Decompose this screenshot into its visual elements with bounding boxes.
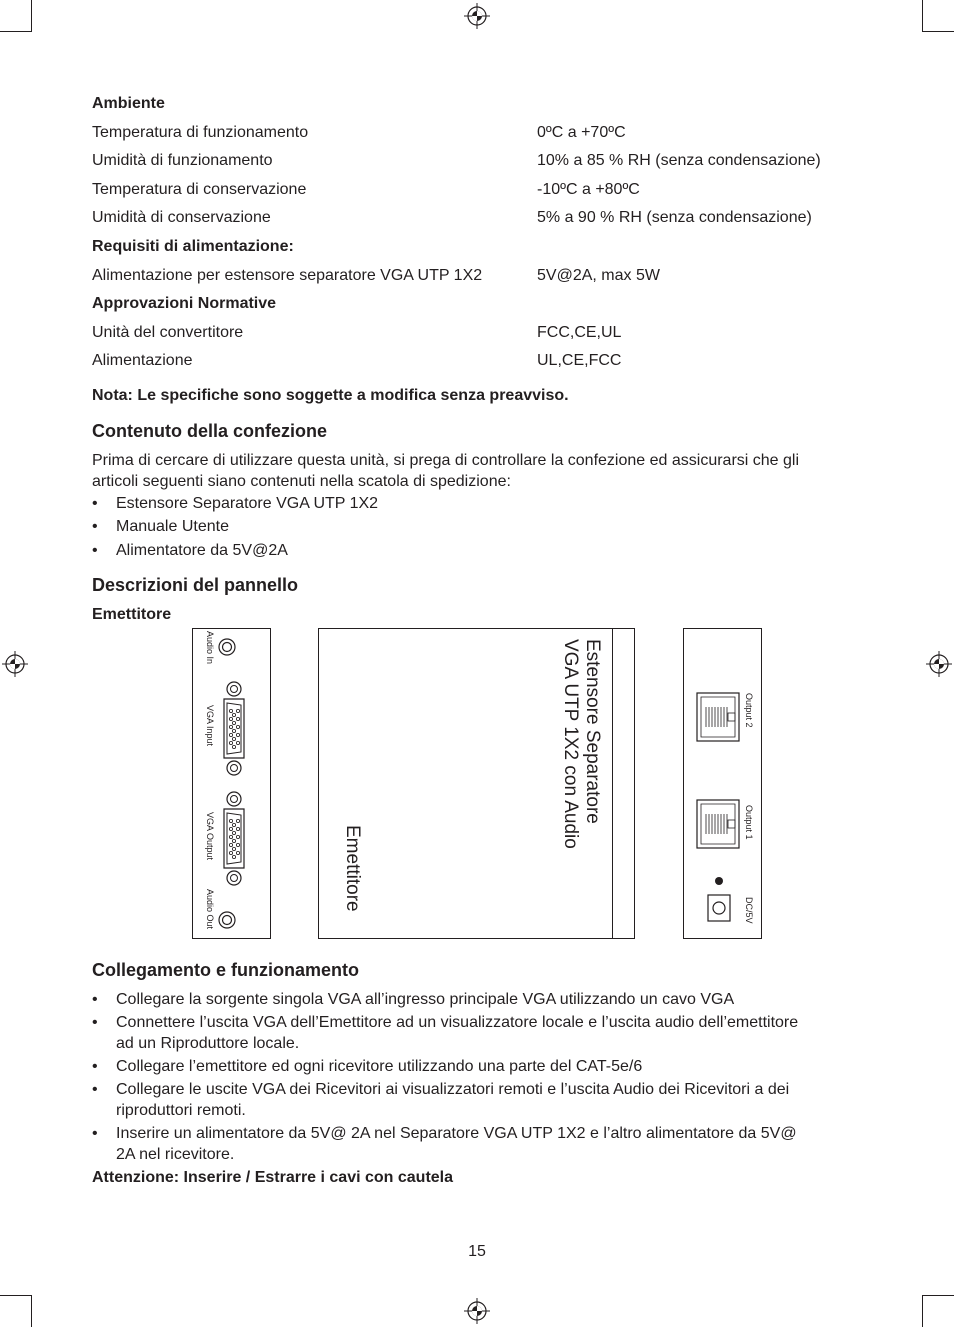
spec-label: Unità del convertitore [92,324,244,341]
spec-value: UL,CE,FCC [537,352,622,369]
bullet: • [92,1125,98,1142]
bullet: • [92,518,98,535]
spec-value: FCC,CE,UL [537,324,622,341]
panel-subheading: Emettitore [92,606,172,623]
panel-heading: Descrizioni del pannello [92,575,299,595]
bullet: • [92,1058,98,1075]
list-item: Connettere l’uscita VGA dell’Emettitore ad un visualizzatore locale e l’uscita audio dell’emettitore [116,1014,799,1031]
package-intro: Prima di cercare di utilizzare questa unità, si prega di controllare la confezione ed assicurarsi che gli [92,452,800,469]
list-item: Collegare la sorgente singola VGA all’ingresso principale VGA utilizzando un cavo VGA [116,991,735,1008]
spec-label: Umidità di funzionamento [92,152,273,169]
rj45-connectors-drawing [684,629,761,938]
registration-mark-icon [464,1298,490,1324]
bullet: • [92,495,98,512]
emitter-label: Emettitore [342,825,363,912]
registration-mark-icon [2,651,28,677]
spec-value: -10ºC a +80ºC [537,181,640,198]
crop-mark [31,1295,32,1327]
spec-value: 5V@2A, max 5W [537,267,660,284]
registration-mark-icon [926,651,952,677]
spec-value: 0ºC a +70ºC [537,124,626,141]
list-item: ad un Riproduttore locale. [116,1035,300,1052]
bullet: • [92,542,98,559]
spec-label: Temperatura di conservazione [92,181,307,198]
spec-value: 5% a 90 % RH (senza condensazione) [537,209,812,226]
list-item: riproduttori remoti. [116,1102,246,1119]
approvals-heading: Approvazioni Normative [92,295,277,312]
page-number: 15 [468,1243,486,1260]
audio-in-label: Audio In [205,631,215,665]
crop-mark [922,31,954,32]
vga-output-label: VGA Output [205,812,215,861]
connection-heading: Collegamento e funzionamento [92,960,360,980]
audio-out-label: Audio Out [205,889,215,930]
warning-note: Attenzione: Inserire / Estrarre i cavi con cautela [92,1169,454,1186]
output2-label: Output 2 [744,693,754,728]
list-item: Alimentatore da 5V@2A [116,542,288,559]
spec-label: Temperatura di funzionamento [92,124,309,141]
crop-mark [31,0,32,32]
output1-label: Output 1 [744,805,754,840]
list-item: Collegare le uscite VGA dei Ricevitori ai visualizzatori remoti e l’uscita Audio dei Ricevitori a dei [116,1081,790,1098]
registration-mark-icon [464,3,490,29]
list-item: Inserire un alimentatore da 5V@ 2A nel Separatore VGA UTP 1X2 e l’altro alimentatore da 5V@ [116,1125,797,1142]
emitter-top-panel [318,628,635,939]
power-heading: Requisiti di alimentazione: [92,238,294,255]
crop-mark [0,1295,32,1296]
product-title-line2: VGA UTP 1X2 con Audio [560,639,581,849]
panel-edge-line [612,629,613,938]
spec-label: Umidità di conservazione [92,209,271,226]
list-item: Manuale Utente [116,518,229,535]
bullet: • [92,1014,98,1031]
spec-value: 10% a 85 % RH (senza condensazione) [537,152,821,169]
list-item: 2A nel ricevitore. [116,1146,235,1163]
spec-label: Alimentazione [92,352,193,369]
product-title-line1: Estensore Separatore [582,639,603,824]
crop-mark [0,31,32,32]
bullet: • [92,1081,98,1098]
vga-input-label: VGA Input [205,705,215,747]
spec-note: Nota: Le specifiche sono soggette a modifica senza preavviso. [92,387,569,404]
dc-label: DC/5V [744,897,754,924]
emitter-input-panel [192,628,271,939]
list-item: Estensore Separatore VGA UTP 1X2 [116,495,379,512]
crop-mark [922,1295,923,1327]
package-heading: Contenuto della confezione [92,421,328,441]
spec-label: Alimentazione per estensore separatore VGA UTP 1X2 [92,267,483,284]
crop-mark [922,0,923,32]
package-intro: articoli seguenti siano contenuti nella scatola di spedizione: [92,473,511,490]
emitter-output-panel [683,628,762,939]
crop-mark [922,1295,954,1296]
environment-heading: Ambiente [92,95,165,112]
list-item: Collegare l’emettitore ed ogni ricevitore utilizzando una parte del CAT-5e/6 [116,1058,643,1075]
bullet: • [92,991,98,1008]
